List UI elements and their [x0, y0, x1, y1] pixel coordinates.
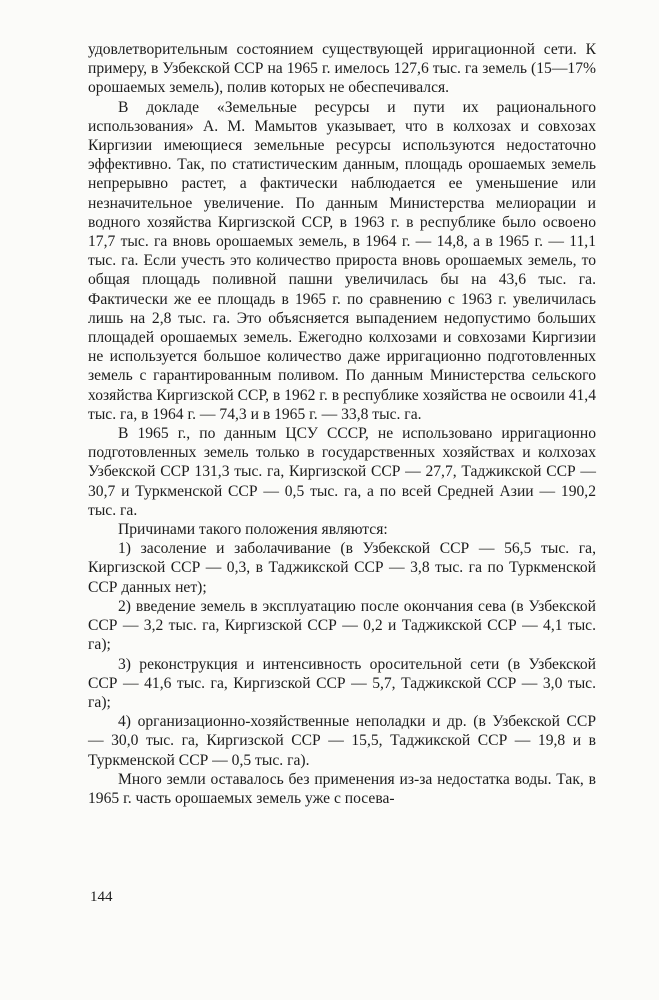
paragraph-mamytov-report: В докладе «Земельные ресурсы и пути их рационального использования» А. М. Мамытов указывает, что в колхозах и совхозах Киргизии имеющиеся земельные ресурсы используются недостаточно эффективно. Так, по статистическим данным, площадь орошаемых земель непрерывно растет, а фактически наблюдается ее уменьшение или незначительное увеличение. По данным Министерства мелиорации и водного хозяйства Киргизской ССР, в 1963 г. в республике было освоено 17,7 тыс. га вновь орошаемых земель, в 1964 г. — 14,8, а в 1965 г. — 11,1 тыс. га. Если учесть это количество прироста вновь орошаемых земель, то общая площадь поливной пашни увеличилась бы на 43,6 тыс. га. Фактически же ее площадь в 1965 г. по сравнению с 1963 г. увеличилась лишь на 2,8 тыс. га. Это объясняется выпадением недопустимо больших площадей орошаемых земель. Ежегодно колхозами и совхозами Киргизии не используется большое количество даже ирригационно подготовленных земель с гарантированным поливом. По данным Министерства сельского хозяйства Киргизской ССР, в 1962 г. в республике хозяйства не освоили 41,4 тыс. га, в 1964 г. — 74,3 и в 1965 г. — 33,8 тыс. га. — [88, 98, 596, 423]
list-item-reconstruction: 3) реконструкция и интенсивность оросительной сети (в Узбекской ССР — 41,6 тыс. га, Киргизской ССР — 5,7, Таджикской ССР — 3,0 тыс. га); — [88, 655, 596, 711]
list-item-late-commissioning: 2) введение земель в эксплуатацию после окончания сева (в Узбекской ССР — 3,2 тыс. га, Киргизской ССР — 0,2 и Таджикской ССР — 4,1 тыс. га); — [88, 597, 596, 654]
paragraph-csu-data: В 1965 г., по данным ЦСУ СССР, не использовано ирригационно подготовленных земель только в государственных хозяйствах и колхозах Узбекской ССР 131,3 тыс. га, Киргизской ССР — 27,7, Таджикской ССР — 30,7 и Туркменской ССР — 0,5 тыс. га, а по всей Средней Азии — 190,2 тыс. га. — [88, 425, 596, 519]
paragraph-causes-intro: Причинами такого положения являются: — [118, 521, 388, 539]
body-text — [88, 40, 596, 808]
list-item-organizational-issues: 4) организационно-хозяйственные неполадки и др. (в Узбекской ССР — 30,0 тыс. га, Киргизской ССР — 15,5, Таджикской ССР — 19,8 и в Туркменской ССР — 0,5 тыс. га). — [88, 713, 596, 769]
list-item-salinization: 1) засоление и заболачивание (в Узбекской ССР — 56,5 тыс. га, Киргизской ССР — 0,3, в Таджикской ССР — 3,8 тыс. га по Туркменской ССР данных нет); — [88, 540, 596, 596]
paragraph-water-shortage: Много земли оставалось без применения из-за недостатка воды. Так, в 1965 г. часть орошаемых земель уже с посева- — [88, 770, 596, 807]
paragraph-continuation: удовлетворительным состоянием существующей ирригационной сети. К примеру, в Узбекской ССР на 1965 г. имелось 127,6 тыс. га земель (15—17% орошаемых земель), полив которых не обеспечивался. — [88, 41, 596, 97]
page-number: 144 — [90, 889, 113, 905]
